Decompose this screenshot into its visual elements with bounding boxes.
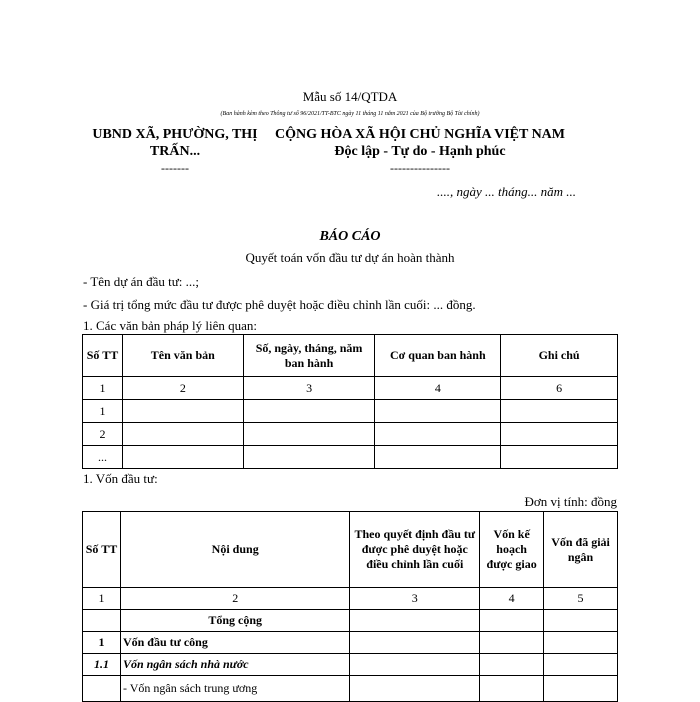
- index-cell: 2: [120, 588, 349, 610]
- table-cell: [501, 446, 618, 469]
- col-header-notes: Ghi chú: [501, 335, 618, 377]
- index-cell: 4: [375, 377, 501, 400]
- row-number: [83, 676, 121, 702]
- index-cell: 6: [501, 377, 618, 400]
- col-header-disbursed-capital: Vốn đã giải ngân: [544, 512, 618, 588]
- section-legal-documents: 1. Các văn bản pháp lý liên quan:: [83, 318, 258, 333]
- motto-divider: ---------------: [390, 161, 450, 175]
- row-number: 1: [83, 632, 121, 654]
- col-header-approved-decision: Theo quyết định đầu tư được phê duyệt hoặc điều chỉnh lần cuối: [350, 512, 480, 588]
- index-cell: 1: [83, 377, 123, 400]
- report-title: BÁO CÁO: [319, 229, 381, 244]
- table-index-row: [83, 588, 618, 610]
- table-cell: [243, 446, 375, 469]
- report-subtitle: Quyết toán vốn đầu tư dự án hoàn thành: [245, 250, 455, 265]
- table-cell: [350, 676, 480, 702]
- table-header-row: [83, 335, 618, 377]
- index-cell: 2: [122, 377, 243, 400]
- table-cell: [544, 632, 618, 654]
- col-header-planned-capital: Vốn kế hoạch được giao: [480, 512, 544, 588]
- table-row: [83, 676, 618, 702]
- table-header-row: [83, 512, 618, 588]
- motto: Độc lập - Tự do - Hạnh phúc: [334, 144, 506, 159]
- row-number: ...: [83, 446, 123, 469]
- unit-line: Đơn vị tính: đồng: [524, 494, 617, 509]
- table-row: [83, 654, 618, 676]
- index-cell: 3: [350, 588, 480, 610]
- row-number: 1.1: [83, 654, 121, 676]
- row-number: 1: [83, 400, 123, 423]
- table-cell: [544, 676, 618, 702]
- table-cell: [243, 423, 375, 446]
- index-cell: 5: [544, 588, 618, 610]
- index-cell: 1: [83, 588, 121, 610]
- col-header-issue-date: Số, ngày, tháng, năm ban hành: [243, 335, 375, 377]
- table-cell: [375, 446, 501, 469]
- table-row: [83, 400, 618, 423]
- col-header-issuing-agency: Cơ quan ban hành: [375, 335, 501, 377]
- table-cell: [350, 610, 480, 632]
- table-cell: [544, 654, 618, 676]
- table-row: [83, 423, 618, 446]
- table-cell: [501, 423, 618, 446]
- row-label: - Vốn ngân sách trung ương: [120, 676, 349, 702]
- col-header-doc-name: Tên văn bản: [122, 335, 243, 377]
- table-cell: [122, 446, 243, 469]
- col-header-no: Số TT: [83, 512, 121, 588]
- col-header-content: Nội dung: [120, 512, 349, 588]
- total-row: [83, 610, 618, 632]
- country-name: CỘNG HÒA XÃ HỘI CHỦ NGHĨA VIỆT NAM: [274, 127, 565, 142]
- table-row: [83, 632, 618, 654]
- table-cell: [501, 400, 618, 423]
- table-cell: [480, 632, 544, 654]
- table-cell: [375, 423, 501, 446]
- table-cell: [243, 400, 375, 423]
- table-cell: [350, 632, 480, 654]
- issuing-authority-header: [82, 126, 268, 160]
- legal-documents-table: [82, 334, 618, 469]
- table-index-row: [83, 377, 618, 400]
- form-number: Mẫu số 14/QTDA: [302, 89, 398, 104]
- total-label: Tổng cộng: [120, 610, 349, 632]
- table-cell: [480, 610, 544, 632]
- col-header-no: Số TT: [83, 335, 123, 377]
- table-cell: [544, 610, 618, 632]
- issuance-note: (Ban hành kèm theo Thông tư số 96/2021/TT-BTC ngày 11 tháng 11 năm 2021 của Bộ trưởng Bộ Tài chính): [220, 111, 480, 117]
- index-cell: 3: [243, 377, 375, 400]
- table-row: [83, 446, 618, 469]
- investment-capital-table: [82, 511, 618, 702]
- table-cell: [480, 676, 544, 702]
- table-cell: [375, 400, 501, 423]
- section-investment-capital: 1. Vốn đầu tư:: [83, 471, 158, 486]
- table-cell: [83, 610, 121, 632]
- index-cell: 4: [480, 588, 544, 610]
- date-line: ...., ngày ... tháng... năm ...: [436, 184, 576, 199]
- row-label: Vốn ngân sách nhà nước: [120, 654, 349, 676]
- authority-line-1: UBND XÃ, PHƯỜNG, THỊ: [92, 127, 258, 142]
- table-cell: [350, 654, 480, 676]
- table-cell: [122, 423, 243, 446]
- row-number: 2: [83, 423, 123, 446]
- row-label: Vốn đầu tư công: [120, 632, 349, 654]
- project-name-line: - Tên dự án đầu tư: ...;: [83, 274, 200, 289]
- table-cell: [122, 400, 243, 423]
- national-motto-header: [270, 126, 570, 160]
- table-cell: [480, 654, 544, 676]
- total-investment-line: - Giá trị tổng mức đầu tư được phê duyệt hoặc điều chỉnh lần cuối: ... đồng.: [83, 297, 476, 312]
- authority-divider: -------: [161, 161, 189, 175]
- authority-line-2: TRẤN...: [149, 144, 201, 159]
